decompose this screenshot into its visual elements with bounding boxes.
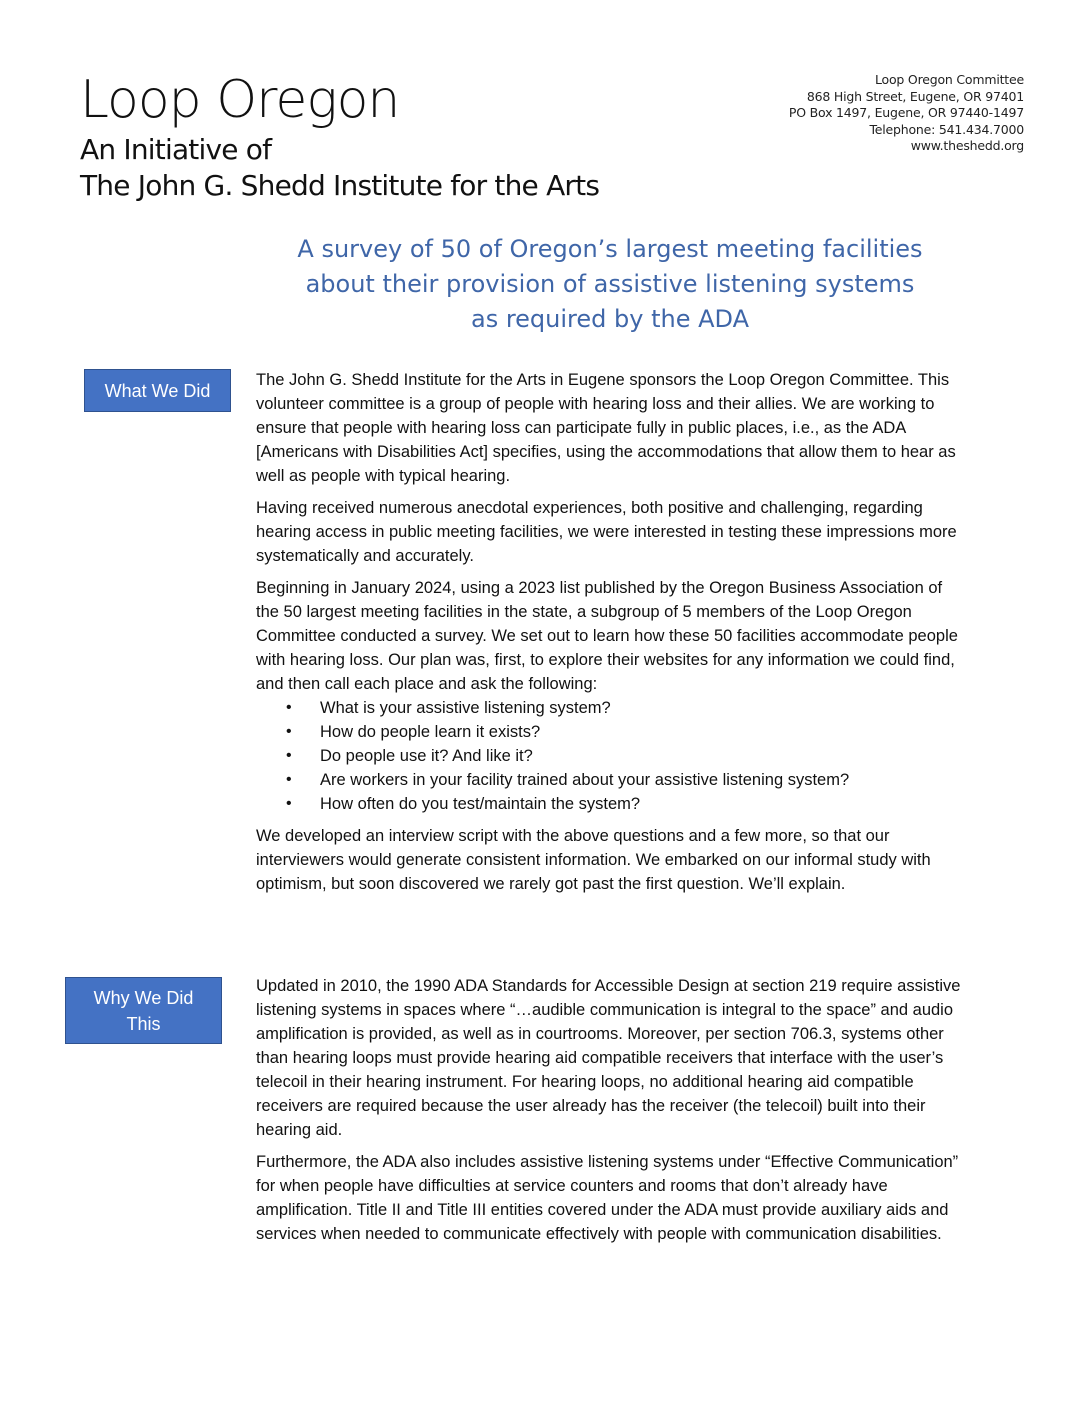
bullet-icon: •: [286, 795, 292, 812]
section-label-text: What We Did: [104, 380, 211, 401]
org-title: Loop Oregon: [80, 70, 400, 130]
headline-line-1: A survey of 50 of Oregon’s largest meeting facilities: [297, 235, 923, 263]
list-item-text: What is your assistive listening system?: [320, 699, 611, 717]
paragraph: Beginning in January 2024, using a 2023 list published by the Oregon Business Association of the 50 largest meeting facilities in the state, a subgroup of 5 members of the Loop Oregon Committee conducted a survey. We set out to learn how these 50 facilities accommodate people with hearing loss. Our plan was, first, to explore their websites for any information we could find, and then call each place and ask the following:: [256, 579, 958, 693]
list-item: [256, 792, 962, 816]
address-street: 868 High Street, Eugene, OR 97401: [806, 88, 1024, 104]
list-item-text: Are workers in your facility trained about your assistive listening system?: [320, 771, 850, 789]
address-committee: Loop Oregon Committee: [874, 72, 1024, 87]
section-label-why-we-did-this: [65, 977, 222, 1044]
list-item-text: How do people learn it exists?: [320, 723, 541, 741]
org-subtitle: [80, 132, 599, 204]
headline-line-2: about their provision of assistive listening systems: [305, 270, 915, 298]
question-list: [256, 696, 962, 816]
paragraph: Furthermore, the ADA also includes assistive listening systems under “Effective Communication” for when people have difficulties at service counters and rooms that don’t already have amplification. Title II and Title III entities covered under the ADA must provide auxiliary aids and services when needed to communicate effectively with people with communication disabilities.: [256, 1153, 959, 1243]
headline-line-3: as required by the ADA: [470, 305, 749, 333]
bullet-icon: •: [286, 723, 292, 740]
address-po-box: PO Box 1497, Eugene, OR 97440-1497: [788, 105, 1024, 121]
address-telephone: Telephone: 541.434.7000: [869, 121, 1024, 137]
bullet-icon: •: [286, 771, 292, 788]
section-label-line-2: This: [126, 1013, 161, 1034]
section-what-we-did: [256, 368, 962, 904]
paragraph: Having received numerous anecdotal experiences, both positive and challenging, regarding hearing access in public meeting facilities, we were interested in testing these impressions more systematically and accurately.: [256, 499, 957, 565]
address-website: www.theshedd.org: [910, 138, 1024, 154]
paragraph: Updated in 2010, the 1990 ADA Standards for Accessible Design at section 219 require assistive listening systems in spaces where “…audible communication is integral to the space” and audio amplification is provided, as well as in courtrooms. Moreover, per section 706.3, systems other than hearing loops must provide hearing aid compatible receivers that interface with the user’s telecoil in their hearing instrument. For hearing loops, no additional hearing aid compatible receivers are required because the user already has the receiver (the telecoil) built into their hearing aid.: [256, 977, 961, 1139]
section-label-what-we-did: [84, 369, 231, 412]
paragraph: The John G. Shedd Institute for the Arts in Eugene sponsors the Loop Oregon Committee. This volunteer committee is a group of people with hearing loss and their allies. We are working to ensure that people with hearing loss can participate fully in public places, i.e., as the ADA [Americans with Disabilities Act] specifies, using the accommodations that allow them to hear as well as people with typical hearing.: [256, 371, 956, 485]
list-item: [256, 768, 962, 792]
bullet-icon: •: [286, 747, 292, 764]
list-item-text: How often do you test/maintain the system?: [320, 795, 641, 813]
bullet-icon: •: [286, 699, 292, 716]
list-item: [256, 744, 962, 768]
list-item: [256, 696, 962, 720]
list-item: [256, 720, 962, 744]
list-item-text: Do people use it? And like it?: [320, 747, 533, 765]
contact-address: [789, 72, 1024, 155]
paragraph: We developed an interview script with the above questions and a few more, so that our interviewers would generate consistent information. We embarked on our informal study with optimism, but soon discovered we rarely got past the first question. We’ll explain.: [256, 827, 931, 893]
section-label-line-1: Why We Did: [93, 987, 194, 1008]
subtitle-line-1: An Initiative of: [80, 133, 272, 166]
subtitle-line-2: The John G. Shedd Institute for the Arts: [80, 169, 600, 202]
section-why-we-did-this: [256, 974, 962, 1254]
survey-headline: [260, 232, 960, 337]
